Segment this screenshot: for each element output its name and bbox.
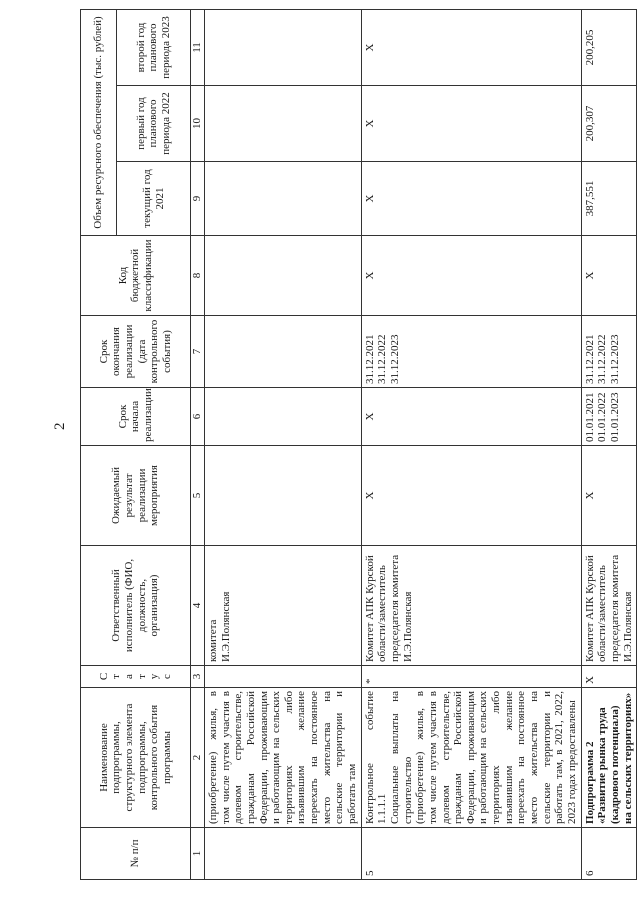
- row-budget-code: X: [581, 236, 637, 316]
- header-status: [81, 666, 191, 688]
- row-name-title: Контрольное событие 1.1.1.1: [363, 691, 389, 824]
- row-num: 5: [361, 828, 581, 880]
- col-number: 8: [191, 236, 205, 316]
- row-status: [205, 666, 362, 688]
- status-letter: т: [135, 674, 148, 679]
- header-start: Срок начала реализации: [81, 388, 191, 446]
- status-letter: С: [97, 672, 110, 681]
- status-letter: с: [160, 674, 173, 679]
- row-result: [205, 446, 362, 546]
- row-y2023: [205, 9, 362, 85]
- row-result: X: [361, 446, 581, 546]
- col-number: 2: [191, 688, 205, 828]
- row-name: [361, 688, 581, 828]
- table-row: [581, 9, 637, 879]
- row-y2021: X: [361, 162, 581, 236]
- status-letter: у: [148, 673, 161, 680]
- header-name: Наименование подпрограммы, структурного элемента подпрограммы, контрольного события программы: [81, 688, 191, 828]
- row-end: 31.12.2021 31.12.2022 31.12.2023: [361, 316, 581, 388]
- col-number: 7: [191, 316, 205, 388]
- row-y2021: 387,551: [581, 162, 637, 236]
- row-budget-code: X: [361, 236, 581, 316]
- header-result: Ожидаемый результат реализации мероприятия: [81, 446, 191, 546]
- row-num: 6: [581, 828, 637, 880]
- col-number: 6: [191, 388, 205, 446]
- col-number: 9: [191, 162, 205, 236]
- row-result: X: [581, 446, 637, 546]
- table-row: [361, 9, 581, 879]
- row-executor: Комитет АПК Курской области/заместитель председателя комитета И.Э.Полянская: [361, 546, 581, 666]
- table-row: [205, 9, 362, 879]
- status-letter: а: [122, 674, 135, 679]
- row-y2023: 200,205: [581, 9, 637, 85]
- row-executor: Комитет АПК Курской области/заместитель председателя комитета И.Э.Полянская: [581, 546, 637, 666]
- row-name: (приобретение) жилья, в том числе путем участия в долевом строительстве, гражданам Российской Федерации, проживающим и работающим на сельских территориях либо изъявившим желание переехать на постоянное место жительства на сельские территории и работать там: [205, 688, 362, 828]
- row-y2023: X: [361, 9, 581, 85]
- row-status: X: [581, 666, 637, 688]
- row-end: 31.12.2021 31.12.2022 31.12.2023: [581, 316, 637, 388]
- col-number: 1: [191, 828, 205, 880]
- row-start: 01.01.2021 01.01.2022 01.01.2023: [581, 388, 637, 446]
- col-number: 3: [191, 666, 205, 688]
- row-start: [205, 388, 362, 446]
- col-number: 10: [191, 86, 205, 162]
- col-number: 5: [191, 446, 205, 546]
- row-num: [205, 828, 362, 880]
- header-year-current: текущий год 2021: [117, 162, 191, 236]
- header-year-first: первый год планового периода 2022: [117, 86, 191, 162]
- row-budget-code: [205, 236, 362, 316]
- header-num: № п/п: [81, 828, 191, 880]
- row-executor: комитета И.Э.Полянская: [205, 546, 362, 666]
- row-y2022: X: [361, 86, 581, 162]
- row-start: X: [361, 388, 581, 446]
- col-number: 11: [191, 9, 205, 85]
- rotated-table-wrapper: [80, 10, 634, 880]
- row-y2022: [205, 86, 362, 162]
- header-end: Срок окончания реализации (дата контрольного события): [81, 316, 191, 388]
- column-number-row: [191, 9, 205, 879]
- row-end: [205, 316, 362, 388]
- row-status: *: [361, 666, 581, 688]
- row-y2021: [205, 162, 362, 236]
- header-year-second: второй год планового периода 2023: [117, 9, 191, 85]
- header-executor: Ответственный исполнитель (ФИО, должность, организация): [81, 546, 191, 666]
- header-budget-code: Код бюджетной классификации: [81, 236, 191, 316]
- row-y2022: 200,307: [581, 86, 637, 162]
- col-number: 4: [191, 546, 205, 666]
- row-name-text: Социальные выплаты на строительство (приобретение) жилья, в том числе путем участия в долевом строительстве, гражданам Российской Федерации, проживающим и работающим на сельских территориях либо изъявившим желание переехать на постоянное место жительства на сельские территории и работать там, в 2021, 2022, 2023 годах предоставлены: [388, 691, 578, 824]
- status-letter: т: [110, 674, 123, 679]
- program-table: [80, 9, 637, 880]
- header-resources: Объем ресурсного обеспечения (тыс. рублей): [81, 9, 117, 235]
- row-name: Подпрограмма 2 «Развитие рынка труда (кадрового потенциала) на сельских территориях»: [581, 688, 637, 828]
- header-row-1: [81, 9, 117, 879]
- page-number: 2: [52, 422, 68, 430]
